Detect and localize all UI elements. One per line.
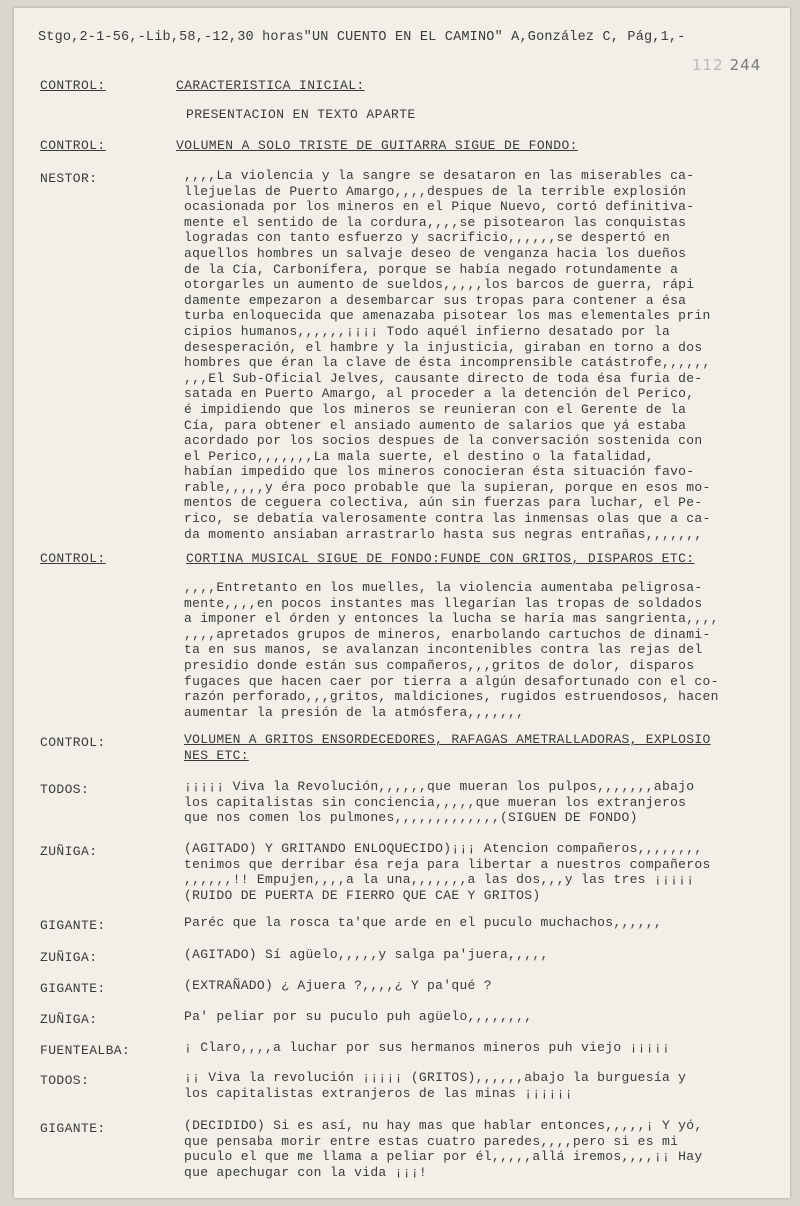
speaker-label: GIGANTE: xyxy=(40,918,106,933)
narration-line: aquellos hombres un salvaje deseo de venganza hacia los dueños xyxy=(184,245,687,261)
control-label: CONTROL: xyxy=(40,138,106,153)
narration-line: rico, se debatía valerosamente contra las inmensas olas que a ca- xyxy=(184,511,711,527)
narration-line: logradas con tanto esfuerzo y sacrificio,,,,,,se despertó en xyxy=(184,230,671,246)
dialogue-line: (AGITADO) Sí agüelo,,,,,y salga pa'juera,,,,, xyxy=(184,947,549,962)
narration-line: mente el sentido de la cordura,,,,se pisotearon las conquistas xyxy=(184,214,687,230)
dialogue-line: ¡¡ Viva la revolución ¡¡¡¡¡ (GRITOS),,,,,,abajo la burguesía y xyxy=(184,1070,687,1085)
narration-line: cipios humanos,,,,,,¡¡¡¡ Todo aquél infierno desatado por la xyxy=(184,323,671,339)
dialogue-line: Paréc que la rosca ta'que arde en el puculo muchachos,,,,,, xyxy=(184,915,662,930)
narration-line: mentos de ceguera colectiva, aún sin fuerzas para luchar, el Pe- xyxy=(184,495,703,511)
narration-line: da momento ansiaban arrastrarlo hasta sus negras entrañas,,,,,,, xyxy=(184,526,703,542)
dialogue-line: (EXTRAÑADO) ¿ Ajuera ?,,,,¿ Y pa'qué ? xyxy=(184,978,492,993)
speaker-label: TODOS: xyxy=(40,1073,90,1088)
narration-line: llejuelas de Puerto Amargo,,,,despues de la terrible explosión xyxy=(184,183,687,199)
speaker-label: ZUÑIGA: xyxy=(40,950,98,965)
page-header: Stgo,2-1-56,-Lib,58,-12,30 horas"UN CUENTO EN EL CAMINO" A,González C, Pág,1,- xyxy=(38,30,686,45)
dialogue-block xyxy=(184,1009,532,1025)
narration-line: otorgarles un aumento de sueldos,,,,,los barcos de guerra, rápi xyxy=(184,277,695,293)
narration-line: ,,,El Sub-Oficial Jelves, causante directo de toda ésa furia de- xyxy=(184,370,703,386)
document-page xyxy=(14,8,790,1198)
speaker-label: GIGANTE: xyxy=(40,981,106,996)
pencil-annotation: 112 244 xyxy=(692,56,762,74)
dialogue-line: ¡¡¡¡¡ Viva la Revolución,,,,,,que mueran los pulpos,,,,,,,abajo xyxy=(184,779,695,794)
narration-line: razón perforado,,,gritos, maldiciones, rugidos estruendosos, hacen xyxy=(184,689,719,705)
narration-line: habían impedido que los mineros conocieran ésta situación favo- xyxy=(184,464,695,480)
dialogue-line: (RUIDO DE PUERTA DE FIERRO QUE CAE Y GRITOS) xyxy=(184,887,541,903)
dialogue-line: que nos comen los pulmones,,,,,,,,,,,,,(SIGUEN DE FONDO) xyxy=(184,810,638,826)
dialogue-block xyxy=(184,1118,702,1180)
dialogue-line: ¡ Claro,,,,a luchar por sus hermanos mineros puh viejo ¡¡¡¡¡ xyxy=(184,1040,671,1055)
narration-line: fugaces que hacen caer por tierra a algún desafortunado con el co- xyxy=(184,673,719,689)
dialogue-block xyxy=(184,915,662,931)
speaker-label: GIGANTE: xyxy=(40,1121,106,1136)
dialogue-line: los capitalistas extranjeros de las minas ¡¡¡¡¡¡ xyxy=(184,1085,573,1101)
narration-line: aumentar la presión de la atmósfera,,,,,,, xyxy=(184,704,525,720)
dialogue-block xyxy=(184,978,492,994)
dialogue-block xyxy=(184,779,694,826)
speaker-label: ZUÑIGA: xyxy=(40,844,98,859)
control-direction xyxy=(184,732,711,763)
narration-line: el Perico,,,,,,,La mala suerte, el destino o la fatalidad, xyxy=(184,448,654,464)
narration-line: ,,,,apretados grupos de mineros, enarbolando cartuchos de dinami- xyxy=(184,626,711,642)
control-label: CONTROL: xyxy=(40,78,106,93)
narration-line: ,,,,Entretanto en los muelles, la violencia aumentaba peligrosa- xyxy=(184,580,703,595)
narration-line: damente empezaron a desembarcar sus tropas para contener a ésa xyxy=(184,292,687,308)
presentation-note: PRESENTACION EN TEXTO APARTE xyxy=(186,107,416,122)
dialogue-line: que pensaba morir entre estas cuatro paredes,,,,pero si es mi xyxy=(184,1133,679,1149)
dialogue-line: puculo el que me llama a peliar por él,,,,,allá iremos,,,,¡¡ Hay xyxy=(184,1149,703,1165)
dialogue-line: ,,,,,,!! Empujen,,,,a la una,,,,,,,a las dos,,,y las tres ¡¡¡¡¡ xyxy=(184,872,695,888)
control-direction: VOLUMEN A SOLO TRISTE DE GUITARRA SIGUE DE FONDO: xyxy=(176,138,578,153)
speaker-label: FUENTEALBA: xyxy=(40,1043,131,1058)
speaker-label: NESTOR: xyxy=(40,171,98,186)
dialogue-block xyxy=(184,841,711,903)
narration-line: rable,,,,,y éra poco probable que la supieran, porque en esos mo- xyxy=(184,479,711,495)
narration-line: ,,,,La violencia y la sangre se desataron en las miserables ca- xyxy=(184,168,695,183)
speaker-label: ZUÑIGA: xyxy=(40,1012,98,1027)
dialogue-line: (AGITADO) Y GRITANDO ENLOQUECIDO)¡¡¡ Atencion compañeros,,,,,,,, xyxy=(184,841,703,856)
control-label: CONTROL: xyxy=(40,735,106,750)
narration-block xyxy=(184,580,719,720)
narration-line: de la Cía, Carbonífera, porque se había negado rotundamente a xyxy=(184,261,679,277)
control-direction: CARACTERISTICA INICIAL: xyxy=(176,78,365,93)
dialogue-block xyxy=(184,1070,686,1101)
dialogue-block xyxy=(184,1040,670,1056)
dialogue-line: tenimos que derribar ésa reja para libertar a nuestros compañeros xyxy=(184,856,711,872)
dialogue-block xyxy=(184,947,549,963)
control-label: CONTROL: xyxy=(40,551,106,566)
narration-block xyxy=(184,168,711,542)
dialogue-line: (DECIDIDO) Si es así, nu hay mas que hablar entonces,,,,,¡ Y yó, xyxy=(184,1118,703,1133)
narration-line: ocasionada por los mineros en el Pique Nuevo, cortó definitiva- xyxy=(184,199,695,215)
narration-line: turba enloquecida que amenazaba pisotear los mas elementales prin xyxy=(184,308,711,324)
dialogue-line: los capitalistas sin conciencia,,,,,que mueran los extranjeros xyxy=(184,794,687,810)
narration-line: é impidiendo que los mineros se reunieran con el Gerente de la xyxy=(184,401,687,417)
narration-line: hombres que éran la clave de ésta incomprensible catástrofe,,,,,, xyxy=(184,355,711,371)
control-direction-line: NES ETC: xyxy=(184,747,249,763)
speaker-label: TODOS: xyxy=(40,782,90,797)
narration-line: presidio donde están sus compañeros,,,gritos de dolor, disparos xyxy=(184,657,695,673)
narration-line: acordado por los socios despues de la conversación sostenida con xyxy=(184,433,703,449)
narration-line: mente,,,,en pocos instantes mas llegarían las tropas de soldados xyxy=(184,595,703,611)
narration-line: a imponer el órden y entonces la lucha se haría mas sangrienta,,,, xyxy=(184,611,719,627)
control-direction: CORTINA MUSICAL SIGUE DE FONDO:FUNDE CON GRITOS, DISPAROS ETC: xyxy=(186,551,695,566)
control-direction-line: VOLUMEN A GRITOS ENSORDECEDORES, RAFAGAS AMETRALLADORAS, EXPLOSIO xyxy=(184,732,711,747)
narration-line: Cía, para obtener el ansiado aumento de salarios que yá estaba xyxy=(184,417,687,433)
dialogue-line: que apechugar con la vida ¡¡¡! xyxy=(184,1164,428,1180)
narration-line: ta en sus manos, se avalanzan incontenibles contra las rejas del xyxy=(184,642,703,658)
dialogue-line: Pa' peliar por su puculo puh agüelo,,,,,,,, xyxy=(184,1009,533,1024)
narration-line: satada en Puerto Amargo, al proceder a la detención del Perico, xyxy=(184,386,695,402)
narration-line: desesperación, el hambre y la injusticia, giraban en torno a dos xyxy=(184,339,703,355)
